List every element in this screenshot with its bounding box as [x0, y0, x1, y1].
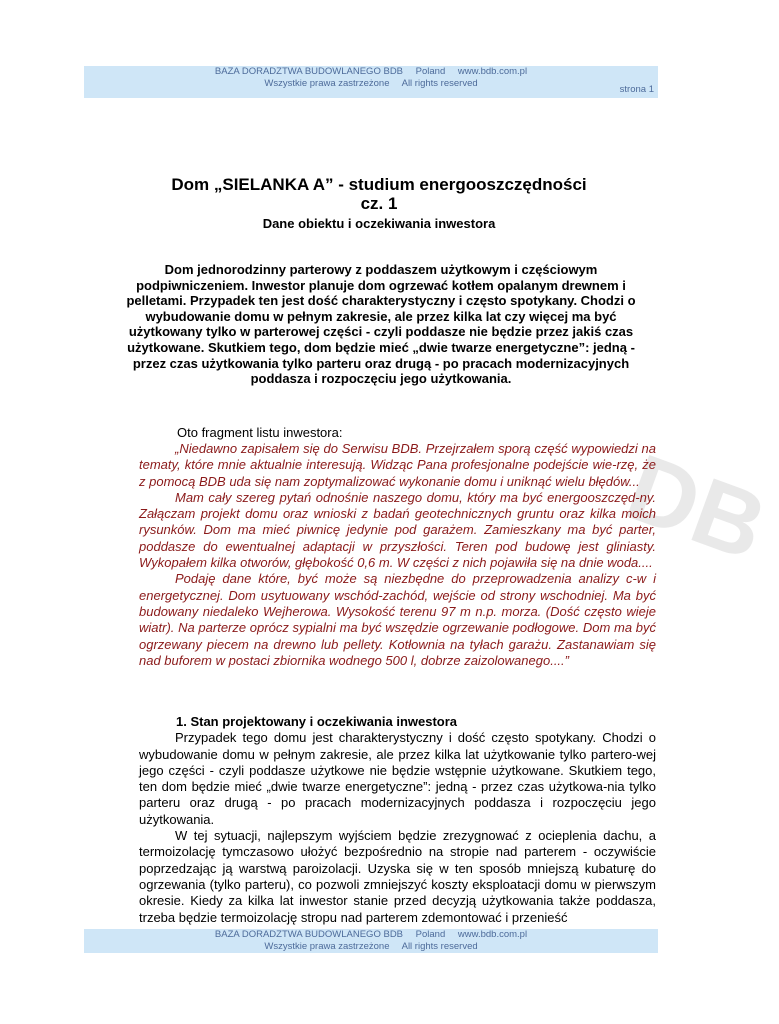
- header-line-2: [84, 78, 658, 90]
- footer-line-1: [84, 929, 658, 941]
- abstract-text: Dom jednorodzinny parterowy z poddaszem użytkowym i częściowym podpiwniczeniem. Inwestor planuje dom ogrzewać kotłem opalanym drewnem i pelletami. Przypadek ten jest dość charakterystyczny i często spotykany. Chodzi o wybudowanie domu w pełnym zakresie, ale przez kilka lat czy więcej ma być użytkowany tylko w parterowej części - czyli poddasze nie będzie przez jakiś czas użytkowane. Skutkiem tego, dom będzie mieć „dwie twarze energetyczne”: jedną - przez czas użytkowania tylko parteru oraz drugą - po pracach modernizacyjnych poddasza i rozpoczęciu jego użytkowania.: [126, 262, 636, 387]
- letter-paragraph: Podaję dane które, być może są niezbędne do przeprowadzenia analizy c-w i energetycznej. Dom usytuowany wschód-zachód, wejście od strony wschodniej. Ma być budowany niedaleko Wejherowa. Wysokość terenu 97 m n.p. morza. (Dość często wieje wiatr). Na parterze oprócz sypialni ma być wszędzie ogrzewanie podłogowe. Dom ma być ogrzewany piecem na drewno lub pellety. Kotłownia na tyłach garażu. Zastanawiam się nad buforem w postaci zbiornika wodnego 500 l, dobrze zaizolowanego....”: [139, 571, 656, 668]
- title-subtitle: Dane obiektu i oczekiwania inwestora: [262, 216, 496, 231]
- page-footer: [84, 929, 658, 953]
- section-1: [139, 714, 656, 926]
- footer-org: BAZA DORADZTWA BUDOWLANEGO BDB: [214, 929, 404, 940]
- footer-country: Poland: [415, 929, 446, 940]
- document-title: [84, 175, 674, 234]
- header-country: Poland: [415, 66, 446, 77]
- page-header: [84, 66, 658, 98]
- footer-rights-pl: Wszystkie prawa zastrzeżone: [264, 941, 390, 952]
- section-paragraph: Przypadek tego domu jest charakterystyczny i dość często spotykany. Chodzi o wybudowanie domu w pełnym zakresie, ale przez kilka lat użytkowanie tylko partero-wej jego części - czyli poddasze użytkowe nie będzie wstępnie użytkowane. Skutkiem tego, ten dom będzie mieć „dwie twarze energetyczne”: jedną - przez czas użytkowa-nia tylko parteru oraz drugą - po pracach modernizacyjnych poddasza i rozpoczęciu jego użytkowania.: [139, 730, 656, 827]
- header-url: www.bdb.com.pl: [457, 66, 528, 77]
- section-heading: 1. Stan projektowany i oczekiwania inwestora: [176, 714, 458, 729]
- title-main: Dom „SIELANKA A” - studium energooszczędności: [171, 175, 587, 194]
- letter-paragraph: Mam cały szereg pytań odnośnie naszego domu, który ma być energooszczęd-ny. Załączam projekt domu oraz wnioski z badań geotechnicznych gruntu oraz kilka moich rysunków. Dom ma mieć piwnicę jedynie pod garażem. Zamieszkany ma być parter, poddasze do ewentualnej adaptacji w przyszłości. Teren pod budowę jest gliniasty. Wykopałem kilka otworów, głębokość 0,6 m. W części z nich pojawiła się na dnie woda....: [139, 489, 656, 571]
- letter-intro: Oto fragment listu inwestora:: [177, 425, 343, 440]
- footer-url: www.bdb.com.pl: [457, 929, 528, 940]
- page-number: strona 1: [619, 84, 654, 95]
- investor-letter: [139, 441, 656, 669]
- section-paragraph: W tej sytuacji, najlepszym wyjściem będzie zrezygnować z ocieplenia dachu, a termoizolację tymczasowo ułożyć bezpośrednio na stropie nad parterem - oczywiście poprzedzając ją warstwą paroizolacji. Uzyska się w ten sposób mniejszą kubaturę do ogrzewania (tylko parteru), co pozwoli zmniejszyć koszty eksploatacji domu w pierwszym okresie. Kiedy za kilka lat inwestor stanie przed decyzją użytkowania także poddasza, trzeba będzie termoizolację stropu nad parterem zdemontować i przenieść: [139, 828, 656, 925]
- abstract: [112, 262, 650, 387]
- footer-line-2: [84, 941, 658, 953]
- header-rights-en: All rights reserved: [401, 78, 478, 89]
- header-org: BAZA DORADZTWA BUDOWLANEGO BDB: [214, 66, 404, 77]
- header-rights-pl: Wszystkie prawa zastrzeżone: [264, 78, 390, 89]
- header-line-1: [84, 66, 658, 78]
- letter-paragraph: „Niedawno zapisałem się do Serwisu BDB. Przejrzałem sporą część wypowiedzi na tematy, które mnie aktualnie interesują. Widząc Pana profesjonalne podejście wie-rzę, że z pomocą BDB uda się nam zoptymalizować wykonanie domu i uniknąć wielu błędów...: [139, 441, 656, 489]
- title-part: cz. 1: [360, 194, 398, 213]
- watermark: DB: [613, 434, 779, 581]
- footer-rights-en: All rights reserved: [401, 941, 478, 952]
